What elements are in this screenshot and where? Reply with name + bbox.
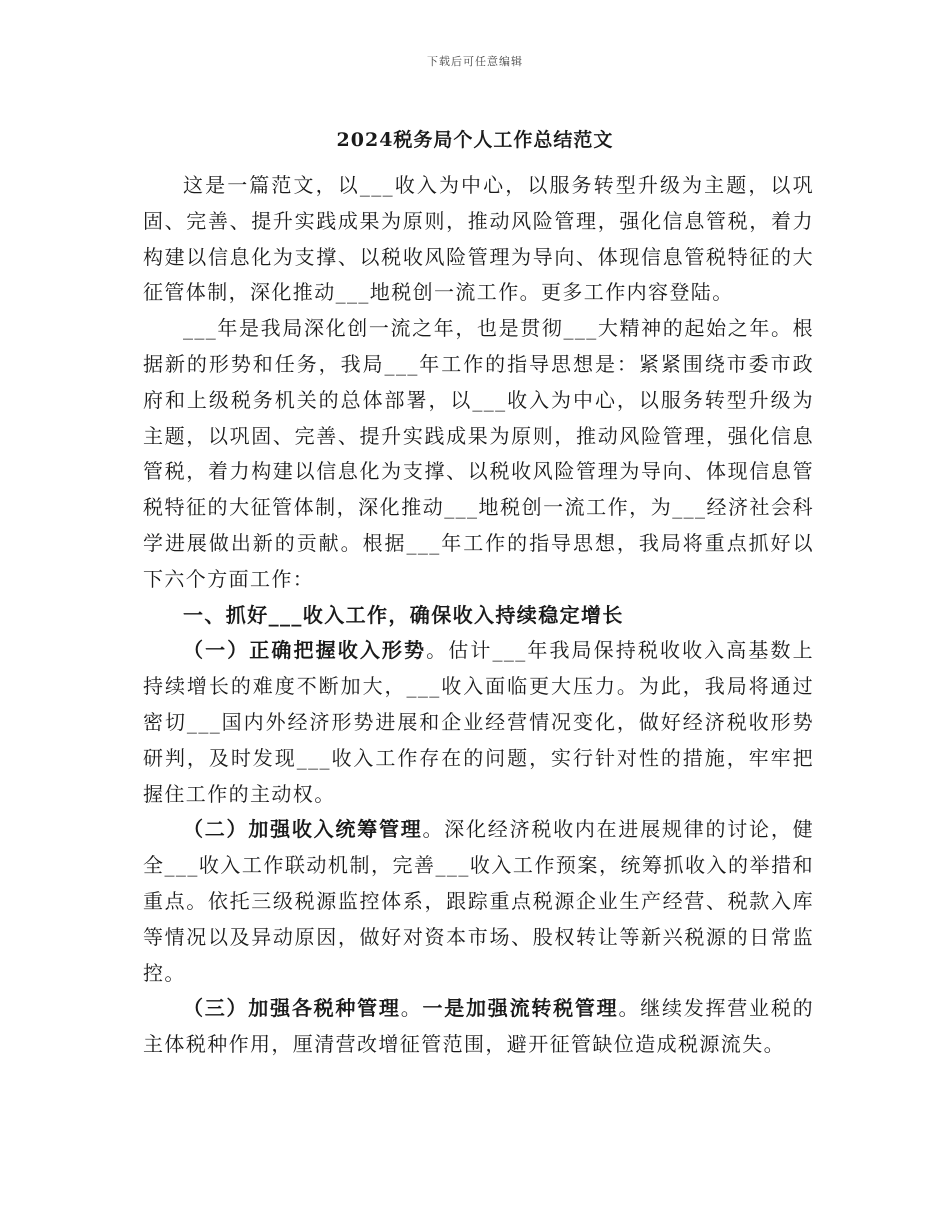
document-title: 2024税务局个人工作总结范文	[336, 129, 614, 151]
paragraph-intro: 这是一篇范文，以___收入为中心，以服务转型升级为主题，以巩固、完善、提升实践成果为原则，推动风险管理，强化信息管税，着力构建以信息化为支撑、以税收风险管理为导向、体现信息管税特征的大征管体制，深化推动___地税创一流工作。更多工作内容登陆。	[143, 173, 814, 305]
subsection-2	[143, 812, 814, 991]
page-header-note: 下载后可任意编辑	[427, 55, 523, 68]
subsection-1-text: 。估计___年我局保持税收收入高基数上持续增长的难度不断加大，___收入面临更大压力。为此，我局将通过密切___国内外经济形势进展和企业经营情况变化，做好经济税收形势研判，及时发现___收入工作存在的问题，实行针对性的措施，牢牢把握住工作的主动权。	[143, 638, 814, 806]
subsection-1-lead: （一）正确把握收入形势	[183, 638, 427, 663]
subsection-2-text: 。深化经济税收内在进展规律的讨论，健全___收入工作联动机制，完善___收入工作预案，统筹抓收入的举措和重点。依托三级税源监控体系，跟踪重点税源企业生产经营、税款入库等情况以及异动原因，做好对资本市场、股权转让等新兴税源的日常监控。	[143, 817, 814, 985]
subsection-3-sublead: 一是加强流转税管理	[422, 996, 619, 1021]
subsection-1	[143, 633, 814, 812]
subsection-3-text: 。继续发挥营业税的主体税种作用，厘清营改增征管范围，避开征管缺位造成税源流失。	[143, 996, 815, 1057]
subsection-3-mid: 。	[400, 996, 423, 1021]
subsection-3	[143, 991, 814, 1063]
subsection-3-lead: （三）加强各税种管理	[183, 996, 401, 1021]
paragraph-guiding-ideology: ___年是我局深化创一流之年，也是贯彻___大精神的起始之年。根据新的形势和任务，我局___年工作的指导思想是：紧紧围绕市委市政府和上级税务机关的总体部署，以___收入为中心，以服务转型升级为主题，以巩固、完善、提升实践成果为原则，推动风险管理，强化信息管税，着力构建以信息化为支撑、以税收风险管理为导向、体现信息管税特征的大征管体制，深化推动___地税创一流工作，为___经济社会科学进展做出新的贡献。根据___年工作的指导思想，我局将重点抓好以下六个方面工作：	[143, 316, 814, 591]
document-body	[143, 168, 814, 1063]
subsection-2-lead: （二）加强收入统筹管理	[183, 817, 423, 842]
section-heading-1: 一、抓好___收入工作，确保收入持续稳定增长	[183, 602, 624, 627]
